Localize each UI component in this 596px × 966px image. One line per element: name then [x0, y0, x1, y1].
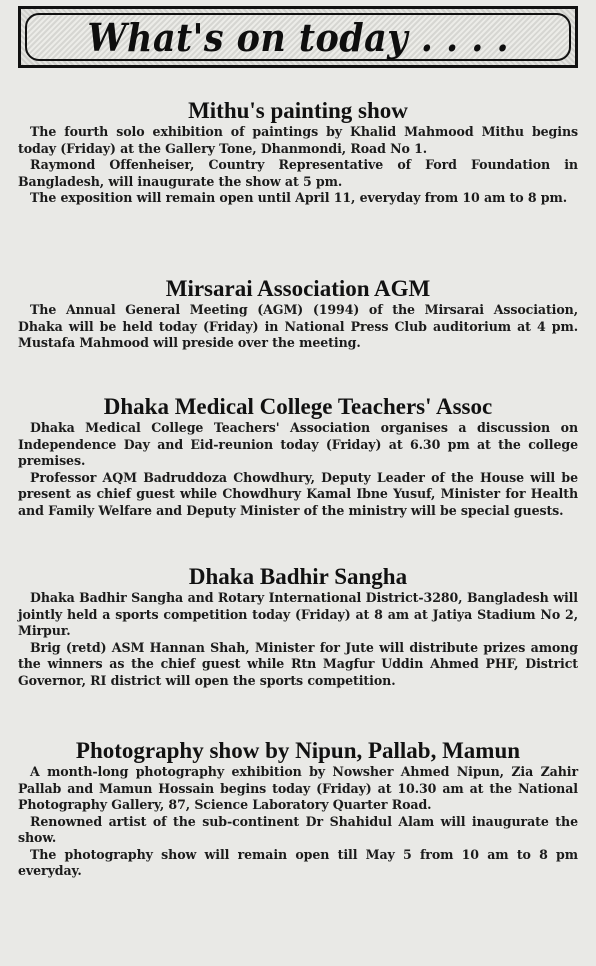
article-heading: Dhaka Badhir Sangha [188, 564, 408, 589]
article-paragraph: Brig (retd) ASM Hannan Shah, Minister for Jute will distribute prizes among the winners as the chief guest while Rtn Magfur Uddin Ahmed PHF, District Governor, RI district will open the sports competition. [18, 639, 578, 688]
article-paragraph: Renowned artist of the sub-continent Dr Shahidul Alam will inaugurate the show. [18, 813, 578, 845]
article-heading: Mithu's painting show [188, 98, 408, 123]
article-heading: Dhaka Medical College Teachers' Assoc [103, 394, 493, 419]
article-dhaka-badhir-sangha [18, 564, 578, 689]
section-banner [18, 6, 578, 68]
article-paragraph: The photography show will remain open till May 5 from 10 am to 8 pm everyday. [18, 846, 578, 878]
banner-title: What's on today . . . . [87, 14, 509, 60]
article-paragraph: Professor AQM Badruddoza Chowdhury, Deputy Leader of the House will be present as chief guest while Chowdhury Kamal Ibne Yusuf, Minister for Health and Family Welfare and Deputy Minister of the ministry will be special guests. [18, 469, 578, 518]
article-paragraph: The Annual General Meeting (AGM) (1994) of the Mirsarai Association, Dhaka will be held today (Friday) in National Press Club auditorium at 4 pm. Mustafa Mahmood will preside over the meeting. [18, 302, 578, 350]
article-heading: Photography show by Nipun, Pallab, Mamun [75, 738, 521, 763]
article-paragraph: Dhaka Badhir Sangha and Rotary International District-3280, Bangladesh will jointly held a sports competition today (Friday) at 8 am at Jatiya Stadium No 2, Mirpur. [18, 590, 578, 638]
article-paragraph: Dhaka Medical College Teachers' Association organises a discussion on Independence Day and Eid-reunion today (Friday) at 6.30 pm at the college premises. [18, 420, 578, 468]
article-mithu-painting-show [18, 98, 578, 207]
banner-frame [25, 13, 571, 61]
article-dmc-teachers-assoc [18, 394, 578, 519]
article-mirsarai-association-agm [18, 276, 578, 352]
article-heading: Mirsarai Association AGM [165, 276, 431, 301]
article-paragraph: Raymond Offenheiser, Country Representative of Ford Foundation in Bangladesh, will inaugurate the show at 5 pm. [18, 157, 578, 189]
article-paragraph: The exposition will remain open until April 11, everyday from 10 am to 8 pm. [30, 190, 567, 205]
article-paragraph: A month-long photography exhibition by Nowsher Ahmed Nipun, Zia Zahir Pallab and Mamun Hossain begins today (Friday) at 10.30 am at the National Photography Gallery, 87, Science Laboratory Quarter Road. [18, 764, 578, 812]
article-paragraph: The fourth solo exhibition of paintings by Khalid Mahmood Mithu begins today (Friday) at the Gallery Tone, Dhanmondi, Road No 1. [18, 124, 578, 156]
article-photography-show [18, 738, 578, 880]
